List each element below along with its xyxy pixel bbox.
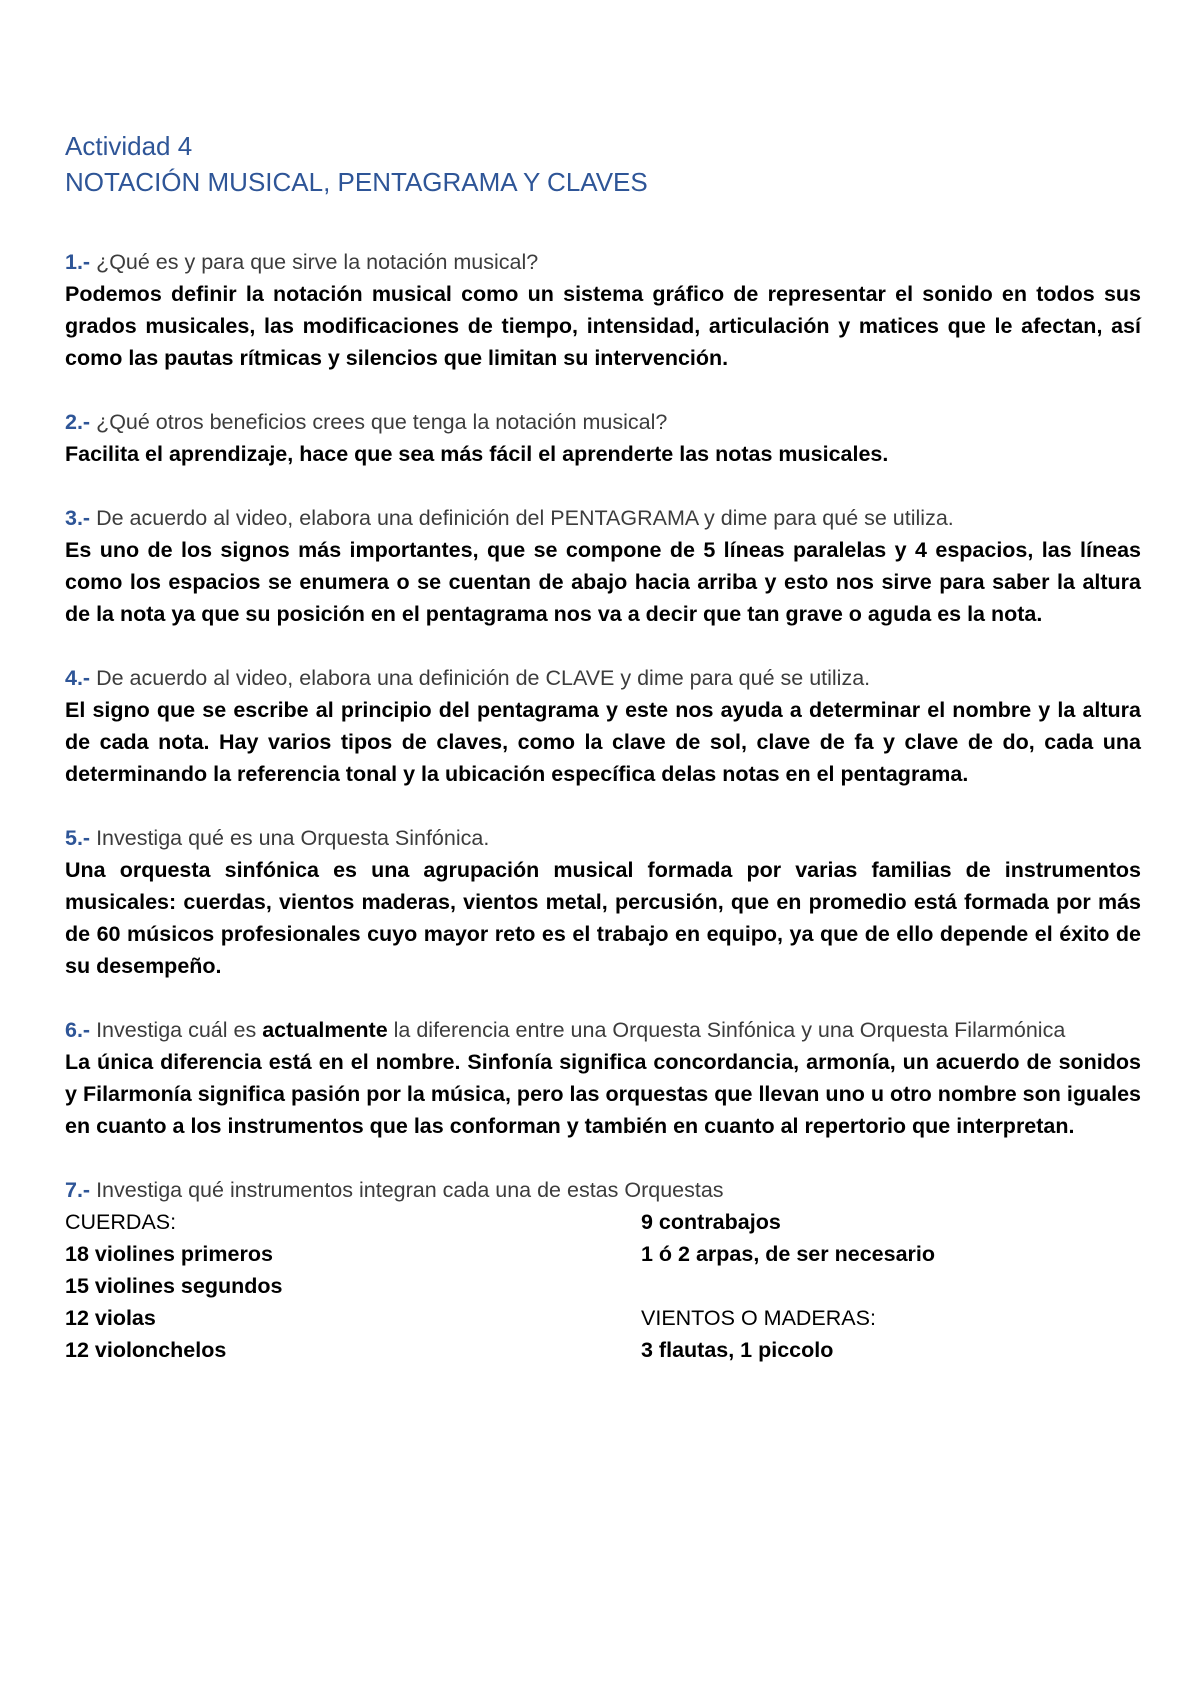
question-text: ¿Qué otros beneficios crees que tenga la notación musical? bbox=[90, 410, 668, 434]
question-text: De acuerdo al video, elabora una definición del PENTAGRAMA y dime para qué se utiliza. bbox=[90, 506, 954, 530]
question-3 bbox=[65, 502, 1141, 534]
instrument-heading-cuerdas: CUERDAS: bbox=[65, 1210, 177, 1234]
question-text: ¿Qué es y para que sirve la notación musical? bbox=[90, 250, 539, 274]
question-number: 5.- bbox=[65, 826, 91, 850]
question-5 bbox=[65, 822, 1141, 854]
question-text: Investiga qué es una Orquesta Sinfónica. bbox=[90, 826, 490, 850]
question-number: 1.- bbox=[65, 250, 91, 274]
question-number: 3.- bbox=[65, 506, 91, 530]
instrument-item: 18 violines primeros bbox=[65, 1242, 273, 1266]
instrument-item: 3 flautas, 1 piccolo bbox=[641, 1338, 834, 1362]
question-2 bbox=[65, 406, 1141, 438]
instrument-item: 12 violas bbox=[65, 1306, 156, 1330]
answer-2: Facilita el aprendizaje, hace que sea más fácil el aprenderte las notas musicales. bbox=[65, 442, 889, 466]
instrument-item: 15 violines segundos bbox=[65, 1274, 283, 1298]
instrument-heading-vientos: VIENTOS O MADERAS: bbox=[641, 1306, 876, 1330]
document-page bbox=[65, 128, 1141, 1366]
instrument-item: 1 ó 2 arpas, de ser necesario bbox=[641, 1242, 935, 1266]
page-subtitle: NOTACIÓN MUSICAL, PENTAGRAMA Y CLAVES bbox=[65, 167, 648, 197]
question-7 bbox=[65, 1174, 1141, 1206]
answer-5: Una orquesta sinfónica es una agrupación musical formada por varias familias de instrumentos musicales: cuerdas, vientos maderas, vientos metal, percusión, que en promedio está formada por más de 60 músicos profesionales cuyo mayor reto es el trabajo en equipo, ya que de ello depende el éxito de su desempeño. bbox=[65, 858, 1141, 978]
question-number: 4.- bbox=[65, 666, 91, 690]
question-text: De acuerdo al video, elabora una definición de CLAVE y dime para qué se utiliza. bbox=[90, 666, 871, 690]
instruments-list bbox=[65, 1206, 1141, 1366]
answer-3: Es uno de los signos más importantes, que se compone de 5 líneas paralelas y 4 espacios, las líneas como los espacios se enumera o se cuentan de abajo hacia arriba y esto nos sirve para saber la altura de la nota ya que su posición en el pentagrama nos va a decir que tan grave o aguda es la nota. bbox=[65, 538, 1141, 626]
page-title: Actividad 4 bbox=[65, 131, 193, 161]
answer-4: El signo que se escribe al principio del pentagrama y este nos ayuda a determinar el nombre y la altura de cada nota. Hay varios tipos de claves, como la clave de sol, clave de fa y clave de do, cada una determinando la referencia tonal y la ubicación específica delas notas en el pentagrama. bbox=[65, 698, 1141, 786]
instruments-left-column bbox=[65, 1206, 641, 1366]
answer-6: La única diferencia está en el nombre. Sinfonía significa concordancia, armonía, un acuerdo de sonidos y Filarmonía significa pasión por la música, pero las orquestas que llevan uno u otro nombre son iguales en cuanto a los instrumentos que las conforman y también en cuanto al repertorio que interpretan. bbox=[65, 1050, 1141, 1138]
instrument-item: 12 violonchelos bbox=[65, 1338, 227, 1362]
question-4 bbox=[65, 662, 1141, 694]
instrument-item: 9 contrabajos bbox=[641, 1210, 781, 1234]
question-text-tail: la diferencia entre una Orquesta Sinfónica y una Orquesta Filarmónica bbox=[387, 1018, 1066, 1042]
answer-1: Podemos definir la notación musical como un sistema gráfico de representar el sonido en todos sus grados musicales, las modificaciones de tiempo, intensidad, articulación y matices que le afectan, así como las pautas rítmicas y silencios que limitan su intervención. bbox=[65, 282, 1141, 370]
question-6 bbox=[65, 1014, 1141, 1046]
instrument-spacer bbox=[641, 1270, 1141, 1302]
question-text: Investiga cuál es bbox=[90, 1018, 263, 1042]
instruments-right-column bbox=[641, 1206, 1141, 1366]
question-1 bbox=[65, 246, 1141, 278]
question-number: 2.- bbox=[65, 410, 91, 434]
question-emphasis: actualmente bbox=[262, 1018, 388, 1042]
question-text: Investiga qué instrumentos integran cada una de estas Orquestas bbox=[90, 1178, 724, 1202]
question-number: 7.- bbox=[65, 1178, 91, 1202]
question-number: 6.- bbox=[65, 1018, 91, 1042]
